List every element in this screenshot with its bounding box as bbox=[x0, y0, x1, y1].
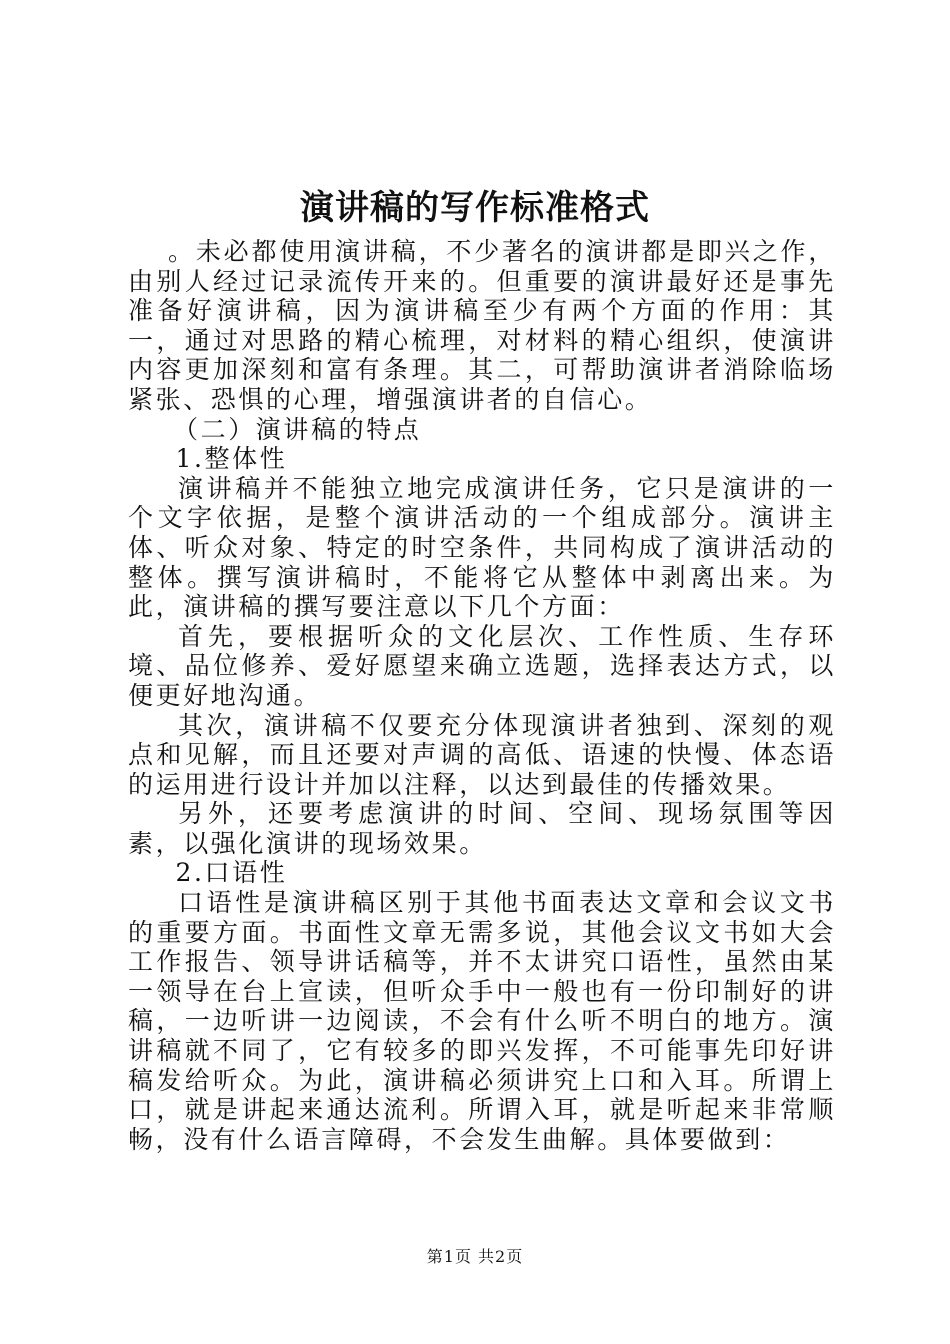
body-paragraph: 其次，演讲稿不仅要充分体现演讲者独到、深刻的观点和见解，而且还要对声调的高低、语速的快慢、体态语的运用进行设计并加以注释，以达到最佳的传播效果。 bbox=[128, 710, 836, 799]
body-paragraph: 口语性是演讲稿区别于其他书面表达文章和会议文书的重要方面。书面性文章无需多说，其他会议文书如大会工作报告、领导讲话稿等，并不太讲究口语性，虽然由某一领导在台上宣读，但听众手中一般也有一份印制好的讲稿，一边听讲一边阅读，不会有什么听不明白的地方。演讲稿就不同了，它有较多的即兴发挥，不可能事先印好讲稿发给听众。为此，演讲稿必须讲究上口和入耳。所谓上口，就是讲起来通达流利。所谓入耳，就是听起来非常顺畅，没有什么语言障碍，不会发生曲解。具体要做到： bbox=[128, 888, 836, 1154]
document-body bbox=[128, 237, 836, 1154]
section-heading: （二）演讲稿的特点 bbox=[173, 414, 422, 444]
page-footer: 第1页 共2页 bbox=[426, 1247, 524, 1266]
body-paragraph: 演讲稿并不能独立地完成演讲任务，它只是演讲的一个文字依据，是整个演讲活动的一个组成部分。演讲主体、听众对象、特定的时空条件，共同构成了演讲活动的整体。撰写演讲稿时，不能将它从整体中剥离出来。为此，演讲稿的撰写要注意以下几个方面： bbox=[128, 473, 836, 622]
document-title: 演讲稿的写作标准格式 bbox=[300, 188, 650, 228]
subsection-heading-orality: 2.口语性 bbox=[175, 858, 288, 888]
subsection-heading-integrity: 1.整体性 bbox=[175, 444, 288, 474]
body-paragraph: 另外，还要考虑演讲的时间、空间、现场氛围等因素，以强化演讲的现场效果。 bbox=[128, 799, 836, 858]
body-paragraph: 首先，要根据听众的文化层次、工作性质、生存环境、品位修养、爱好愿望来确立选题，选择表达方式，以便更好地沟通。 bbox=[128, 621, 836, 710]
intro-paragraph: 。未必都使用演讲稿，不少著名的演讲都是即兴之作，由别人经过记录流传开来的。但重要的演讲最好还是事先准备好演讲稿，因为演讲稿至少有两个方面的作用：其一，通过对思路的精心梳理，对材料的精心组织，使演讲内容更加深刻和富有条理。其二，可帮助演讲者消除临场紧张、恐惧的心理，增强演讲者的自信心。 bbox=[128, 237, 836, 414]
